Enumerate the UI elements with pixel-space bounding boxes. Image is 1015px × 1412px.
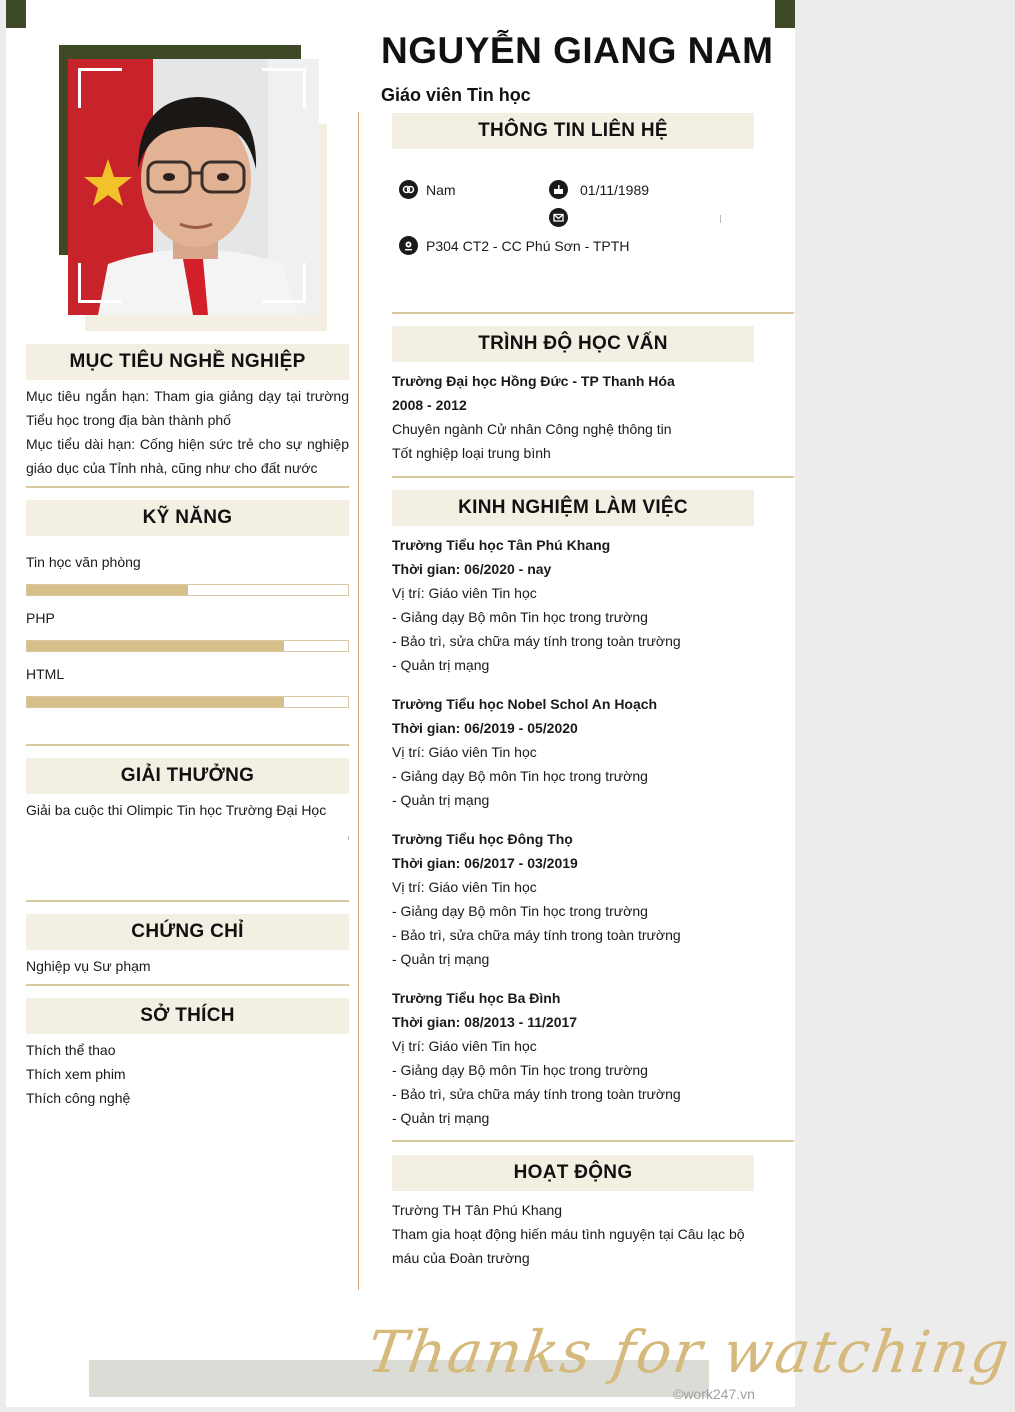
gender-icon — [399, 180, 418, 199]
job-position: Vị trí: Giáo viên Tin học — [392, 585, 537, 601]
address-item — [399, 236, 629, 255]
skills-title: KỸ NĂNG — [26, 500, 349, 536]
skill-bar-fill — [27, 697, 284, 707]
certificate-item: Nghiệp vụ Sư phạm — [26, 958, 151, 974]
section-divider — [392, 312, 794, 314]
thanks-script: Thanks for watching — [363, 1318, 1015, 1386]
column-divider — [358, 112, 359, 1290]
photo-frame-corner — [78, 68, 122, 108]
skill-label: HTML — [26, 666, 65, 682]
section-divider — [392, 1140, 794, 1142]
section-divider — [26, 900, 349, 902]
job-time: Thời gian: 06/2020 - nay — [392, 561, 552, 577]
job-duty: - Quản trị mạng — [392, 792, 490, 808]
experience-title: KINH NGHIỆM LÀM VIỆC — [392, 490, 754, 526]
photo-frame-corner — [78, 263, 122, 303]
skill-label: PHP — [26, 610, 55, 626]
address-value: P304 CT2 - CC Phú Sơn - TPTH — [426, 237, 630, 254]
awards-title: GIẢI THƯỞNG — [26, 758, 349, 794]
long-term-goal: Mục tiểu dài hạn: Cống hiện sức trẻ cho sự nghiệp giáo dục của Tỉnh nhà, cũng như cho đất nước — [26, 436, 349, 476]
birthday-item — [549, 180, 649, 199]
job-time: Thời gian: 06/2017 - 03/2019 — [392, 855, 578, 871]
section-divider — [26, 984, 349, 986]
skill-label: Tin học văn phòng — [26, 554, 141, 570]
short-term-goal: Mục tiêu ngắn hạn: Tham gia giảng dạy tại trường Tiểu học trong địa bàn thành phố — [26, 388, 349, 428]
skill-bar-fill — [27, 585, 188, 595]
job-position: Vị trí: Giáo viên Tin học — [392, 879, 537, 895]
photo-frame-corner — [262, 263, 306, 303]
watermark: ©work247.vn — [673, 1386, 755, 1402]
education-period: 2008 - 2012 — [392, 397, 467, 413]
section-divider — [392, 476, 794, 478]
certificates-title: CHỨNG CHỈ — [26, 914, 349, 950]
career-goal-title: MỤC TIÊU NGHỀ NGHIỆP — [26, 344, 349, 380]
gender-item — [399, 180, 456, 199]
corner-decoration-left — [6, 0, 26, 28]
job-duty: - Giảng dạy Bộ môn Tin học trong trường — [392, 903, 648, 919]
job-duty: - Giảng dạy Bộ môn Tin học trong trường — [392, 1062, 648, 1078]
skill-bar-fill — [27, 641, 284, 651]
full-name: NGUYỄN GIANG NAM — [381, 30, 774, 71]
hobby-item: Thích công nghệ — [26, 1090, 131, 1106]
job-time: Thời gian: 06/2019 - 05/2020 — [392, 720, 578, 736]
skill-bar — [26, 640, 349, 652]
skill-bar — [26, 584, 349, 596]
job-duty: - Giảng dạy Bộ môn Tin học trong trường — [392, 609, 648, 625]
job-company: Trường Tiểu học Nobel Schol An Hoạch — [392, 696, 658, 712]
job-time: Thời gian: 08/2013 - 11/2017 — [392, 1014, 578, 1030]
job-duty: - Quản trị mạng — [392, 657, 490, 673]
award-item: Giải ba cuộc thi Olimpic Tin học Trường Đại Học — [26, 802, 327, 818]
education-school: Trường Đại học Hồng Đức - TP Thanh Hóa — [392, 373, 675, 389]
job-position: Vị trí: Giáo viên Tin học — [392, 744, 537, 760]
email-icon — [549, 208, 568, 227]
section-divider — [26, 744, 349, 746]
email-item[interactable] — [549, 208, 576, 227]
education-grade: Tốt nghiệp loại trung bình — [392, 445, 551, 461]
corner-decoration-right — [775, 0, 795, 28]
location-pin-icon — [399, 236, 418, 255]
awards-end-marker — [348, 836, 349, 840]
job-duty: - Quản trị mạng — [392, 1110, 490, 1126]
activities-title: HOẠT ĐỘNG — [392, 1155, 754, 1191]
job-duty: - Giảng dạy Bộ môn Tin học trong trường — [392, 768, 648, 784]
hobby-item: Thích thể thao — [26, 1042, 116, 1058]
job-company: Trường Tiểu học Ba Đình — [392, 990, 561, 1006]
photo-frame-corner — [262, 68, 306, 108]
birthday-value: 01/11/1989 — [580, 181, 650, 198]
job-duty: - Bảo trì, sửa chữa máy tính trong toàn trường — [392, 633, 681, 649]
job-duty: - Bảo trì, sửa chữa máy tính trong toàn trường — [392, 1086, 681, 1102]
email-end-marker — [720, 215, 721, 223]
contact-section-title: THÔNG TIN LIÊN HỆ — [392, 113, 754, 149]
education-title: TRÌNH ĐỘ HỌC VẤN — [392, 326, 754, 362]
job-company: Trường Tiểu học Đông Thọ — [392, 831, 573, 847]
hobbies-title: SỞ THÍCH — [26, 998, 349, 1034]
job-position: Vị trí: Giáo viên Tin học — [392, 1038, 537, 1054]
job-company: Trường Tiểu học Tân Phú Khang — [392, 537, 611, 553]
job-duty: - Quản trị mạng — [392, 951, 490, 967]
job-title: Giáo viên Tin học — [381, 85, 531, 105]
job-duty: - Bảo trì, sửa chữa máy tính trong toàn trường — [392, 927, 681, 943]
gender-value: Nam — [426, 181, 456, 198]
birthday-cake-icon — [549, 180, 568, 199]
activity-org: Trường TH Tân Phú Khang — [392, 1202, 563, 1218]
education-major: Chuyên ngành Cử nhân Công nghệ thông tin — [392, 421, 672, 437]
hobby-item: Thích xem phim — [26, 1066, 126, 1082]
skill-bar — [26, 696, 349, 708]
section-divider — [26, 486, 349, 488]
activity-description: máu của Đoàn trường — [392, 1250, 530, 1266]
activity-description: Tham gia hoạt động hiến máu tình nguyện tại Câu lạc bộ — [392, 1226, 745, 1242]
